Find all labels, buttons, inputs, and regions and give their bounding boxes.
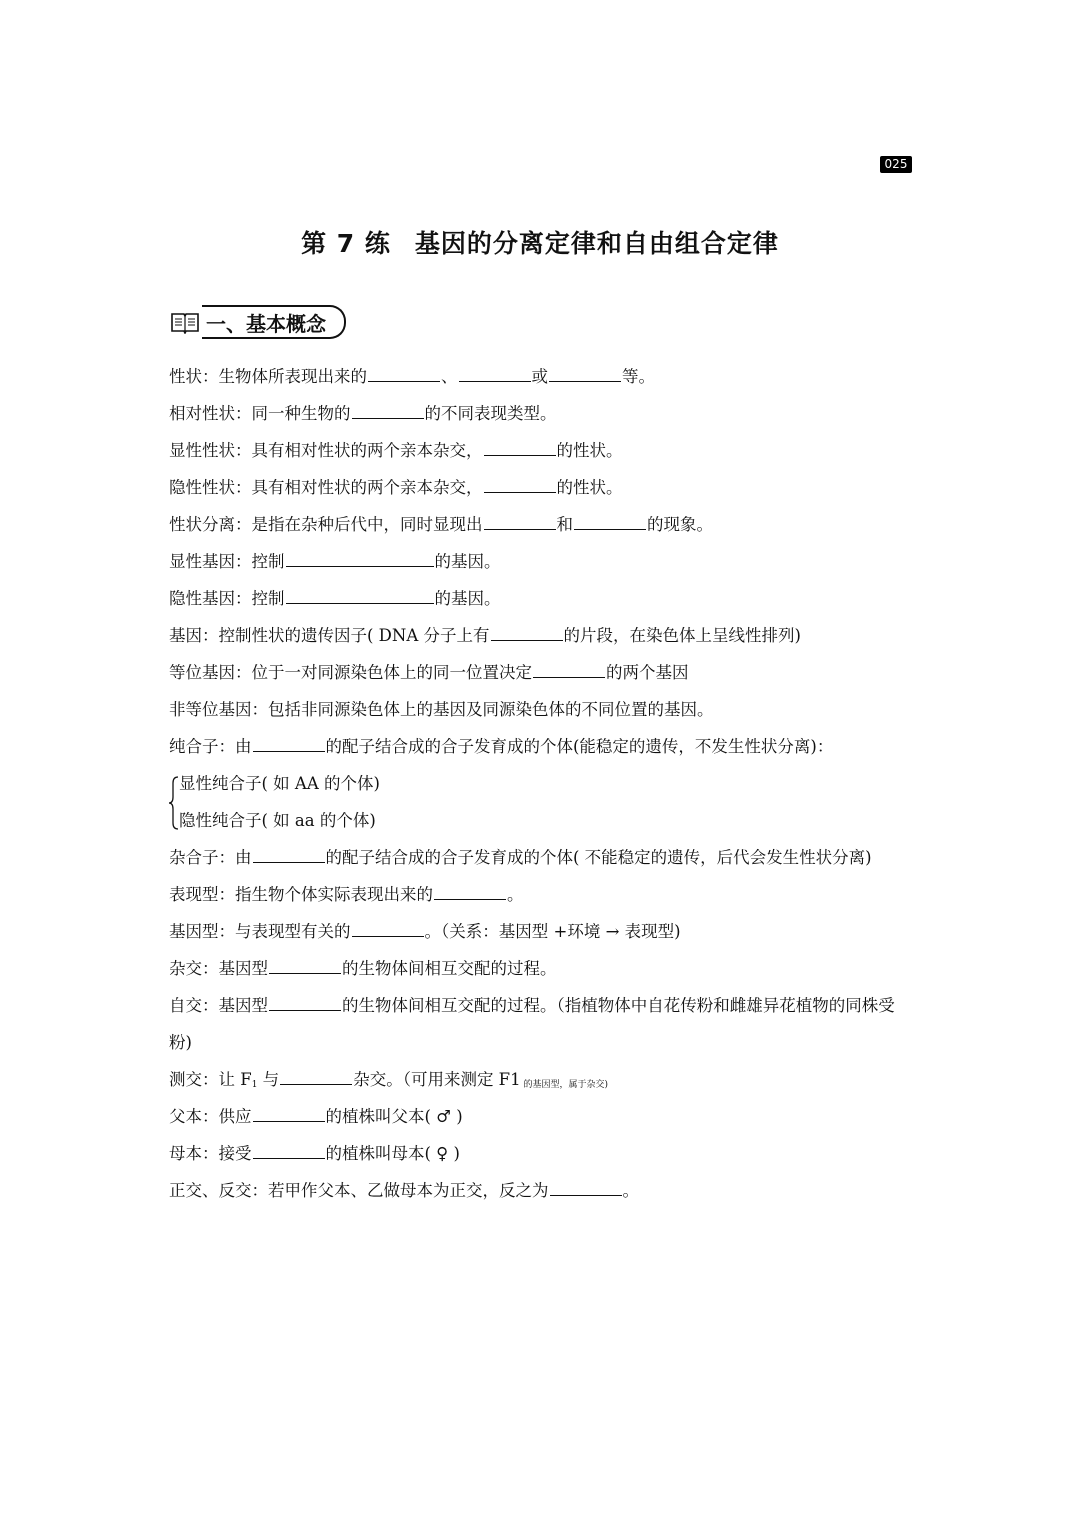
- concept-line: [169, 1135, 914, 1172]
- line-text: 隐性性状：具有相对性状的两个亲本杂交，: [169, 478, 483, 497]
- line-text: 基因：控制性状的遗传因子( DNA 分子上有: [169, 626, 490, 645]
- concept-line: [169, 654, 914, 691]
- fill-blank[interactable]: [286, 565, 434, 567]
- line-text: 杂交：基因型: [169, 959, 268, 978]
- line-text: 、: [441, 367, 458, 386]
- line-text: 杂合子：由: [169, 848, 252, 867]
- lesson-topic: 基因的分离定律和自由组合定律: [414, 229, 779, 258]
- line-text: 与: [257, 1070, 280, 1089]
- concept-list: [169, 358, 914, 1209]
- line-text: 正交、反交：若甲作父本、乙做母本为正交，反之为: [169, 1181, 549, 1200]
- concept-line: [179, 802, 914, 839]
- fill-blank[interactable]: [253, 750, 325, 752]
- concept-line: [179, 765, 914, 802]
- fill-blank[interactable]: [434, 898, 506, 900]
- subscript: 1: [251, 1080, 258, 1090]
- line-text: 或: [531, 367, 548, 386]
- line-text: 。: [507, 885, 524, 904]
- line-text: 的生物体间相互交配的过程。（指植物体中自花传粉和雌雄异花植物的同株受粉): [169, 996, 895, 1052]
- concept-line: [169, 691, 914, 728]
- page-title: [0, 226, 1080, 262]
- brace-icon: [169, 775, 179, 831]
- concept-line: [169, 876, 914, 913]
- fill-blank[interactable]: [550, 1194, 622, 1196]
- line-text: 纯合子：由: [169, 737, 252, 756]
- line-text: 测交：让 F: [169, 1070, 252, 1089]
- line-text: 的生物体间相互交配的过程。: [342, 959, 557, 978]
- book-icon: [170, 310, 200, 334]
- line-text: 杂交。（可用来测定 F: [353, 1070, 511, 1089]
- line-text: 的配子结合成的合子发育成的个体(能稳定的遗传，不发生性状分离)：: [325, 737, 834, 756]
- fill-blank[interactable]: [286, 602, 434, 604]
- homozygote-types: [169, 765, 914, 839]
- fill-blank[interactable]: [368, 380, 440, 382]
- concept-line: [169, 617, 914, 654]
- line-text: 的配子结合成的合子发育成的个体( 不能稳定的遗传，后代会发生性状分离): [325, 848, 872, 867]
- page-number: 025: [880, 156, 912, 173]
- concept-line: [169, 580, 914, 617]
- line-text: 的片段，在染色体上呈线性排列): [563, 626, 801, 645]
- section-header: [170, 306, 346, 338]
- fill-blank[interactable]: [269, 972, 341, 974]
- concept-line: [169, 469, 914, 506]
- concept-line: [169, 1061, 914, 1098]
- concept-line: [169, 987, 914, 1061]
- line-text: 和: [556, 515, 573, 534]
- line-text: 的植株叫父本( ♂ ): [325, 1107, 463, 1126]
- line-text: 隐性基因：控制: [169, 589, 285, 608]
- concept-line: [169, 913, 914, 950]
- line-text: 的基因。: [434, 589, 501, 608]
- line-text: 1: [510, 1070, 521, 1089]
- fill-blank[interactable]: [269, 1009, 341, 1011]
- line-text: 相对性状：同一种生物的: [169, 404, 351, 423]
- lesson-number: 第 7 练: [301, 229, 391, 258]
- concept-line: [169, 395, 914, 432]
- fill-blank[interactable]: [484, 491, 556, 493]
- line-text: 表现型：指生物个体实际表现出来的: [169, 885, 433, 904]
- fill-blank[interactable]: [253, 1157, 325, 1159]
- line-text: 母本：接受: [169, 1144, 252, 1163]
- fill-blank[interactable]: [484, 528, 556, 530]
- concept-line: [169, 543, 914, 580]
- fill-blank[interactable]: [352, 935, 424, 937]
- line-text: 的性状。: [556, 478, 623, 497]
- concept-line: [169, 950, 914, 987]
- concept-line: [169, 432, 914, 469]
- line-text: 。: [622, 1181, 639, 1200]
- line-text: 的植株叫母本( ♀ ): [325, 1144, 460, 1163]
- line-text: 自交：基因型: [169, 996, 268, 1015]
- line-text: 。（关系：基因型 +环境 → 表现型): [424, 922, 681, 941]
- line-text: 的两个基因: [606, 663, 689, 682]
- line-text: 父本：供应: [169, 1107, 252, 1126]
- line-text: 性状：生物体所表现出来的: [169, 367, 367, 386]
- line-text: 的基因。: [434, 552, 501, 571]
- line-text: 显性基因：控制: [169, 552, 285, 571]
- concept-line: [169, 1172, 914, 1209]
- concept-line: [169, 728, 914, 765]
- line-text: 等位基因：位于一对同源染色体上的同一位置决定: [169, 663, 532, 682]
- fill-blank[interactable]: [280, 1083, 352, 1085]
- fill-blank[interactable]: [352, 417, 424, 419]
- section-label: 一、基本概念: [206, 311, 326, 336]
- fill-blank[interactable]: [484, 454, 556, 456]
- line-text: 的现象。: [647, 515, 713, 534]
- concept-line: [169, 839, 914, 876]
- fill-blank[interactable]: [549, 380, 621, 382]
- line-text: 基因型：与表现型有关的: [169, 922, 351, 941]
- subscript: 的基因型，属于杂交): [520, 1080, 609, 1090]
- concept-line: [169, 358, 914, 395]
- line-text: 显性纯合子( 如 AA 的个体): [179, 774, 380, 793]
- fill-blank[interactable]: [533, 676, 605, 678]
- line-text: 的性状。: [556, 441, 623, 460]
- concept-line: [169, 506, 914, 543]
- line-text: 显性性状：具有相对性状的两个亲本杂交，: [169, 441, 483, 460]
- line-text: 性状分离：是指在杂种后代中，同时显现出: [169, 515, 483, 534]
- section-title: [202, 305, 346, 339]
- line-text: 等。: [622, 367, 655, 386]
- fill-blank[interactable]: [491, 639, 563, 641]
- concept-line: [169, 1098, 914, 1135]
- line-text: 隐性纯合子( 如 aa 的个体): [179, 811, 376, 830]
- line-text: 非等位基因：包括非同源染色体上的基因及同源染色体的不同位置的基因。: [169, 700, 714, 719]
- fill-blank[interactable]: [459, 380, 531, 382]
- fill-blank[interactable]: [253, 1120, 325, 1122]
- fill-blank[interactable]: [574, 528, 646, 530]
- line-text: 的不同表现类型。: [424, 404, 557, 423]
- fill-blank[interactable]: [253, 861, 325, 863]
